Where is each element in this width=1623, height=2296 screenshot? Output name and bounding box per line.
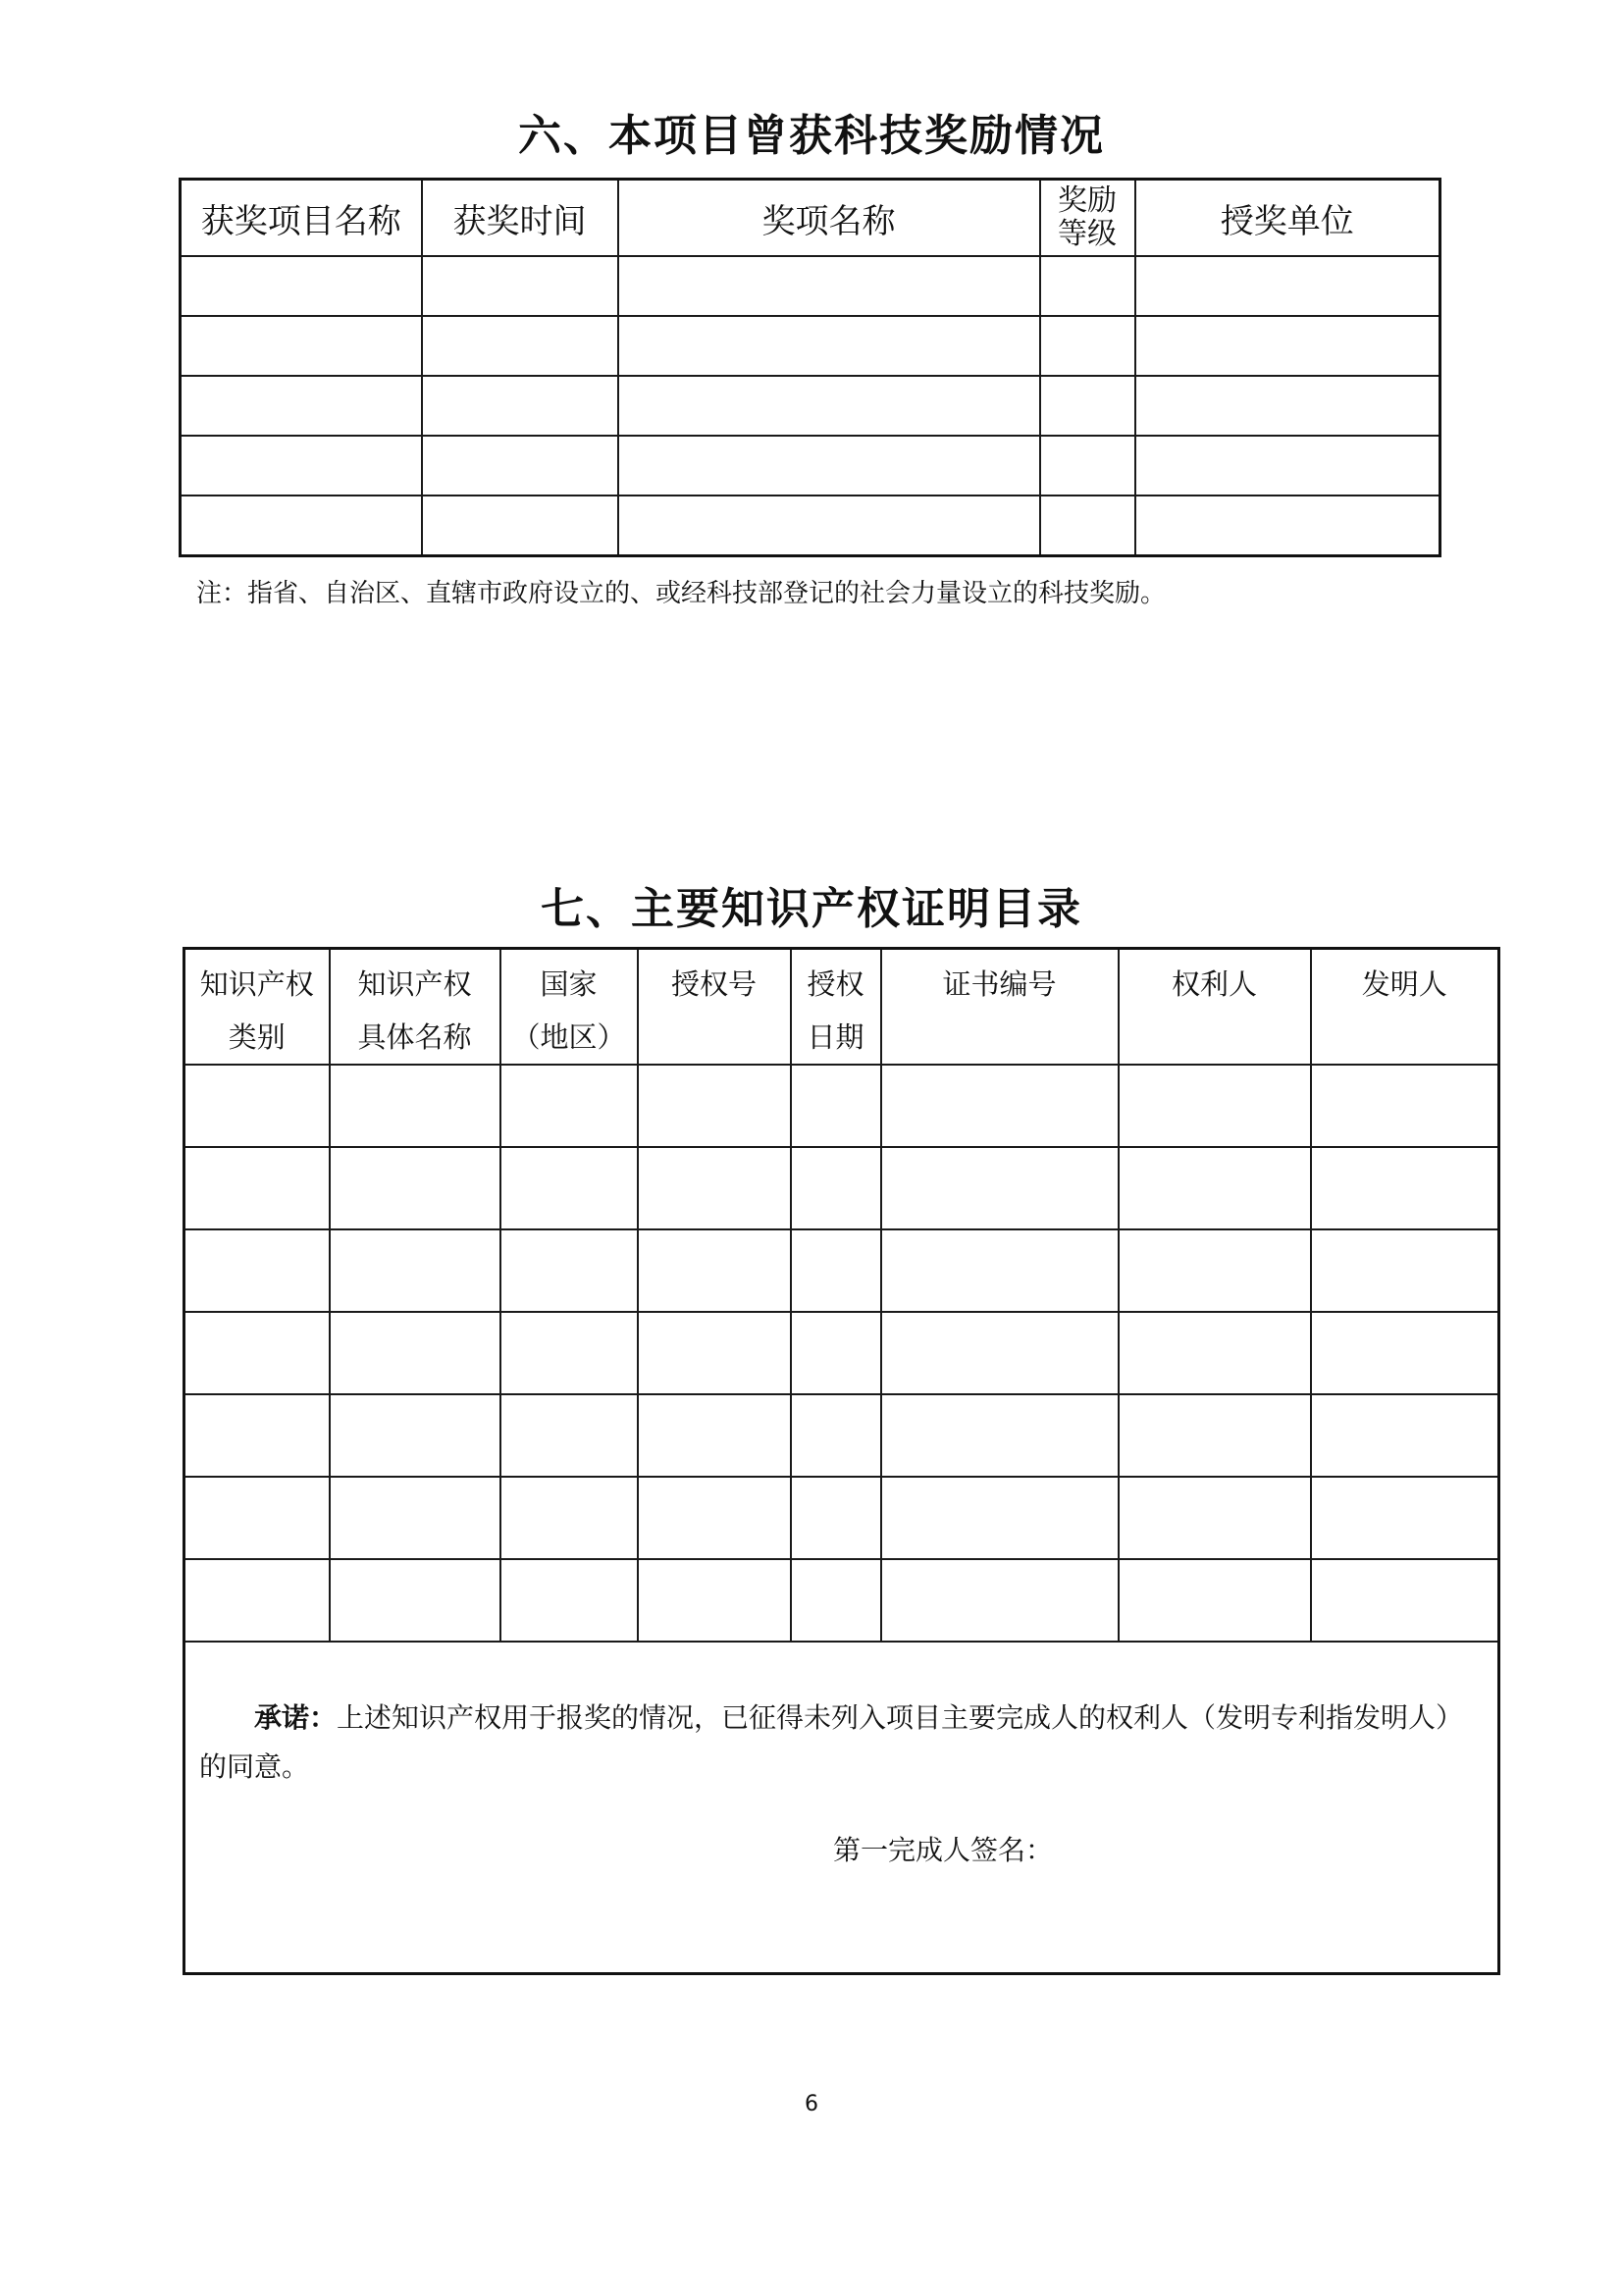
cell[interactable] xyxy=(638,1229,791,1312)
cell[interactable] xyxy=(1311,1312,1499,1394)
header-award-level xyxy=(1040,180,1135,257)
ip-row xyxy=(184,1065,1499,1147)
cell[interactable] xyxy=(184,1477,330,1559)
cell[interactable] xyxy=(618,376,1040,436)
cell[interactable] xyxy=(791,1477,881,1559)
awards-note: 注：指省、自治区、直辖市政府设立的、或经科技部登记的社会力量设立的科技奖励。 xyxy=(196,579,1167,608)
cell[interactable] xyxy=(791,1147,881,1229)
ip-row xyxy=(184,1229,1499,1312)
cell[interactable] xyxy=(1040,376,1135,436)
header-award-unit: 授奖单位 xyxy=(1135,180,1440,257)
cell[interactable] xyxy=(330,1312,500,1394)
cell[interactable] xyxy=(330,1065,500,1147)
cell[interactable] xyxy=(500,1147,638,1229)
header-award-level-line2: 等级 xyxy=(1058,217,1117,251)
cell[interactable] xyxy=(791,1229,881,1312)
header-award-level-line1: 奖励 xyxy=(1058,183,1117,218)
promise-statement xyxy=(199,1694,1488,1792)
cell[interactable] xyxy=(1119,1394,1311,1477)
cell[interactable] xyxy=(500,1559,638,1642)
promise-row xyxy=(184,1642,1499,1974)
cell[interactable] xyxy=(881,1229,1119,1312)
cell[interactable] xyxy=(330,1477,500,1559)
cell[interactable] xyxy=(881,1312,1119,1394)
cell[interactable] xyxy=(1311,1065,1499,1147)
cell[interactable] xyxy=(618,436,1040,496)
cell[interactable] xyxy=(181,496,422,556)
cell[interactable] xyxy=(181,316,422,376)
cell[interactable] xyxy=(1040,436,1135,496)
cell[interactable] xyxy=(1119,1312,1311,1394)
ip-row xyxy=(184,1477,1499,1559)
cell[interactable] xyxy=(181,376,422,436)
cell[interactable] xyxy=(1119,1229,1311,1312)
cell[interactable] xyxy=(184,1312,330,1394)
header-award-time: 获奖时间 xyxy=(422,180,618,257)
cell[interactable] xyxy=(791,1394,881,1477)
cell[interactable] xyxy=(638,1065,791,1147)
cell[interactable] xyxy=(618,316,1040,376)
cell[interactable] xyxy=(1135,496,1440,556)
cell[interactable] xyxy=(881,1477,1119,1559)
cell[interactable] xyxy=(422,316,618,376)
cell[interactable] xyxy=(618,496,1040,556)
awards-row xyxy=(181,316,1440,376)
cell[interactable] xyxy=(791,1065,881,1147)
promise-label: 承诺： xyxy=(254,1701,338,1734)
awards-row xyxy=(181,436,1440,496)
cell[interactable] xyxy=(791,1559,881,1642)
header-auth-number: 授权号 xyxy=(638,949,791,1066)
section6-title: 六、本项目曾获科技奖励情况 xyxy=(518,111,1105,161)
awards-row xyxy=(181,376,1440,436)
header-award-name: 奖项名称 xyxy=(618,180,1040,257)
cell[interactable] xyxy=(1311,1147,1499,1229)
cell[interactable] xyxy=(1135,316,1440,376)
ip-row xyxy=(184,1312,1499,1394)
cell[interactable] xyxy=(1119,1559,1311,1642)
cell[interactable] xyxy=(184,1065,330,1147)
cell[interactable] xyxy=(1135,256,1440,316)
awards-row xyxy=(181,496,1440,556)
cell[interactable] xyxy=(881,1147,1119,1229)
header-country: 国家 （地区） xyxy=(500,949,638,1066)
cell[interactable] xyxy=(1040,316,1135,376)
awards-header-row xyxy=(181,180,1440,257)
ip-header-row xyxy=(184,949,1499,1066)
cell[interactable] xyxy=(638,1312,791,1394)
header-rights-holder: 权利人 xyxy=(1119,949,1311,1066)
awards-table xyxy=(179,178,1441,557)
cell[interactable] xyxy=(422,436,618,496)
header-auth-date: 授权 日期 xyxy=(791,949,881,1066)
cell[interactable] xyxy=(181,256,422,316)
cell[interactable] xyxy=(1311,1477,1499,1559)
cell[interactable] xyxy=(184,1394,330,1477)
cell[interactable] xyxy=(1119,1147,1311,1229)
header-inventor: 发明人 xyxy=(1311,949,1499,1066)
header-ip-name: 知识产权 具体名称 xyxy=(330,949,500,1066)
cell[interactable] xyxy=(500,1477,638,1559)
header-award-project-name: 获奖项目名称 xyxy=(181,180,422,257)
cell[interactable] xyxy=(330,1394,500,1477)
cell[interactable] xyxy=(1311,1559,1499,1642)
cell[interactable] xyxy=(618,256,1040,316)
cell[interactable] xyxy=(638,1477,791,1559)
cell[interactable] xyxy=(422,376,618,436)
cell[interactable] xyxy=(1135,376,1440,436)
cell[interactable] xyxy=(181,436,422,496)
cell[interactable] xyxy=(1040,256,1135,316)
cell[interactable] xyxy=(638,1147,791,1229)
cell[interactable] xyxy=(422,256,618,316)
cell[interactable] xyxy=(184,1147,330,1229)
ip-row xyxy=(184,1147,1499,1229)
promise-cell xyxy=(184,1642,1499,1974)
cell[interactable] xyxy=(1311,1394,1499,1477)
promise-body: 上述知识产权用于报奖的情况，已征得未列入项目主要完成人的权利人（发明专利指发明人）的同意。 xyxy=(199,1701,1464,1783)
cell[interactable] xyxy=(881,1394,1119,1477)
cell[interactable] xyxy=(330,1229,500,1312)
cell[interactable] xyxy=(500,1312,638,1394)
cell[interactable] xyxy=(1119,1477,1311,1559)
signature-label: 第一完成人签名： xyxy=(833,1834,1054,1866)
cell[interactable] xyxy=(184,1559,330,1642)
cell[interactable] xyxy=(330,1559,500,1642)
awards-row xyxy=(181,256,1440,316)
cell[interactable] xyxy=(330,1147,500,1229)
cell[interactable] xyxy=(638,1394,791,1477)
cell[interactable] xyxy=(1119,1065,1311,1147)
cell[interactable] xyxy=(1135,436,1440,496)
cell[interactable] xyxy=(422,496,618,556)
cell[interactable] xyxy=(500,1065,638,1147)
cell[interactable] xyxy=(881,1559,1119,1642)
section7-title: 七、主要知识产权证明目录 xyxy=(541,884,1082,934)
cell[interactable] xyxy=(638,1559,791,1642)
cell[interactable] xyxy=(791,1312,881,1394)
header-ip-category: 知识产权 类别 xyxy=(184,949,330,1066)
cell[interactable] xyxy=(500,1229,638,1312)
cell[interactable] xyxy=(500,1394,638,1477)
page-number: 6 xyxy=(805,2092,818,2116)
ip-table xyxy=(183,947,1500,1975)
cell[interactable] xyxy=(184,1229,330,1312)
ip-row xyxy=(184,1559,1499,1642)
cell[interactable] xyxy=(1040,496,1135,556)
cell[interactable] xyxy=(881,1065,1119,1147)
cell[interactable] xyxy=(1311,1229,1499,1312)
ip-row xyxy=(184,1394,1499,1477)
header-cert-number: 证书编号 xyxy=(881,949,1119,1066)
